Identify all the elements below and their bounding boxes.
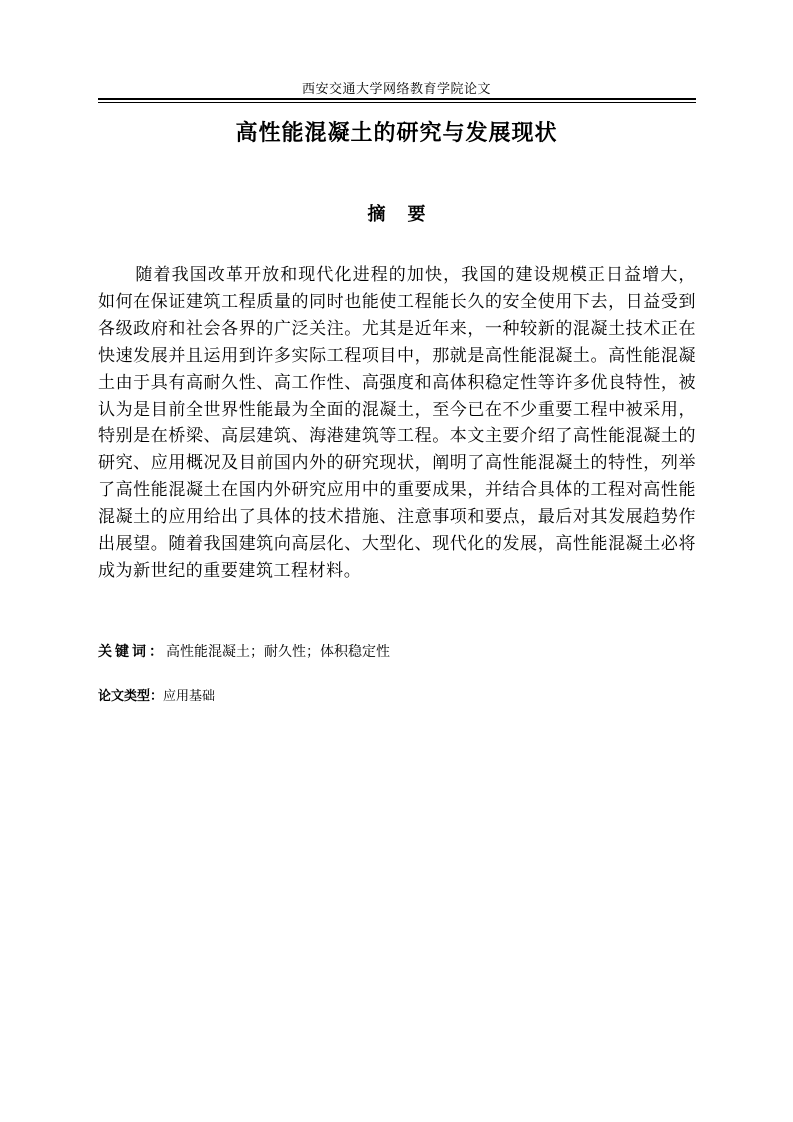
header-rule-thin [98, 102, 696, 103]
paper-type-value: 应用基础 [163, 689, 216, 704]
keywords-line [98, 643, 696, 661]
paper-type-label: 论文类型： [98, 689, 164, 704]
paper-type-line [98, 688, 696, 706]
keywords-label: 关键词： [98, 644, 166, 660]
paper-title: 高性能混凝土的研究与发展现状 [235, 121, 558, 146]
abstract-heading: 摘要 [367, 204, 448, 225]
page-header: 西安交通大学网络教育学院论文 [301, 82, 491, 97]
header-rule [98, 98, 696, 100]
abstract-body: 随着我国改革开放和现代化进程的加快，我国的建设规模正日益增大，如何在保证建筑工程质量的同时也能使工程能长久的安全使用下去，日益受到各级政府和社会各界的广泛关注。尤其是近年来，一种较新的混凝土技术正在快速发展并且运用到许多实际工程项目中，那就是高性能混凝土。高性能混凝土由于具有高耐久性、高工作性、高强度和高体积稳定性等许多优良特性，被认为是目前全世界性能最为全面的混凝土，至今已在不少重要工程中被采用，特别是在桥梁、高层建筑、海港建筑等工程。本文主要介绍了高性能混凝土的研究、应用概况及目前国内外的研究现状，阐明了高性能混凝土的特性，列举了高性能混凝土在国内外研究应用中的重要成果，并结合具体的工程对高性能混凝土的应用给出了具体的技术措施、注意事项和要点，最后对其发展趋势作出展望。随着我国建筑向高层化、大型化、现代化的发展，高性能混凝土必将成为新世纪的重要建筑工程材料。 [98, 265, 696, 581]
keywords-value: 高性能混凝土；耐久性；体积稳定性 [166, 644, 390, 660]
